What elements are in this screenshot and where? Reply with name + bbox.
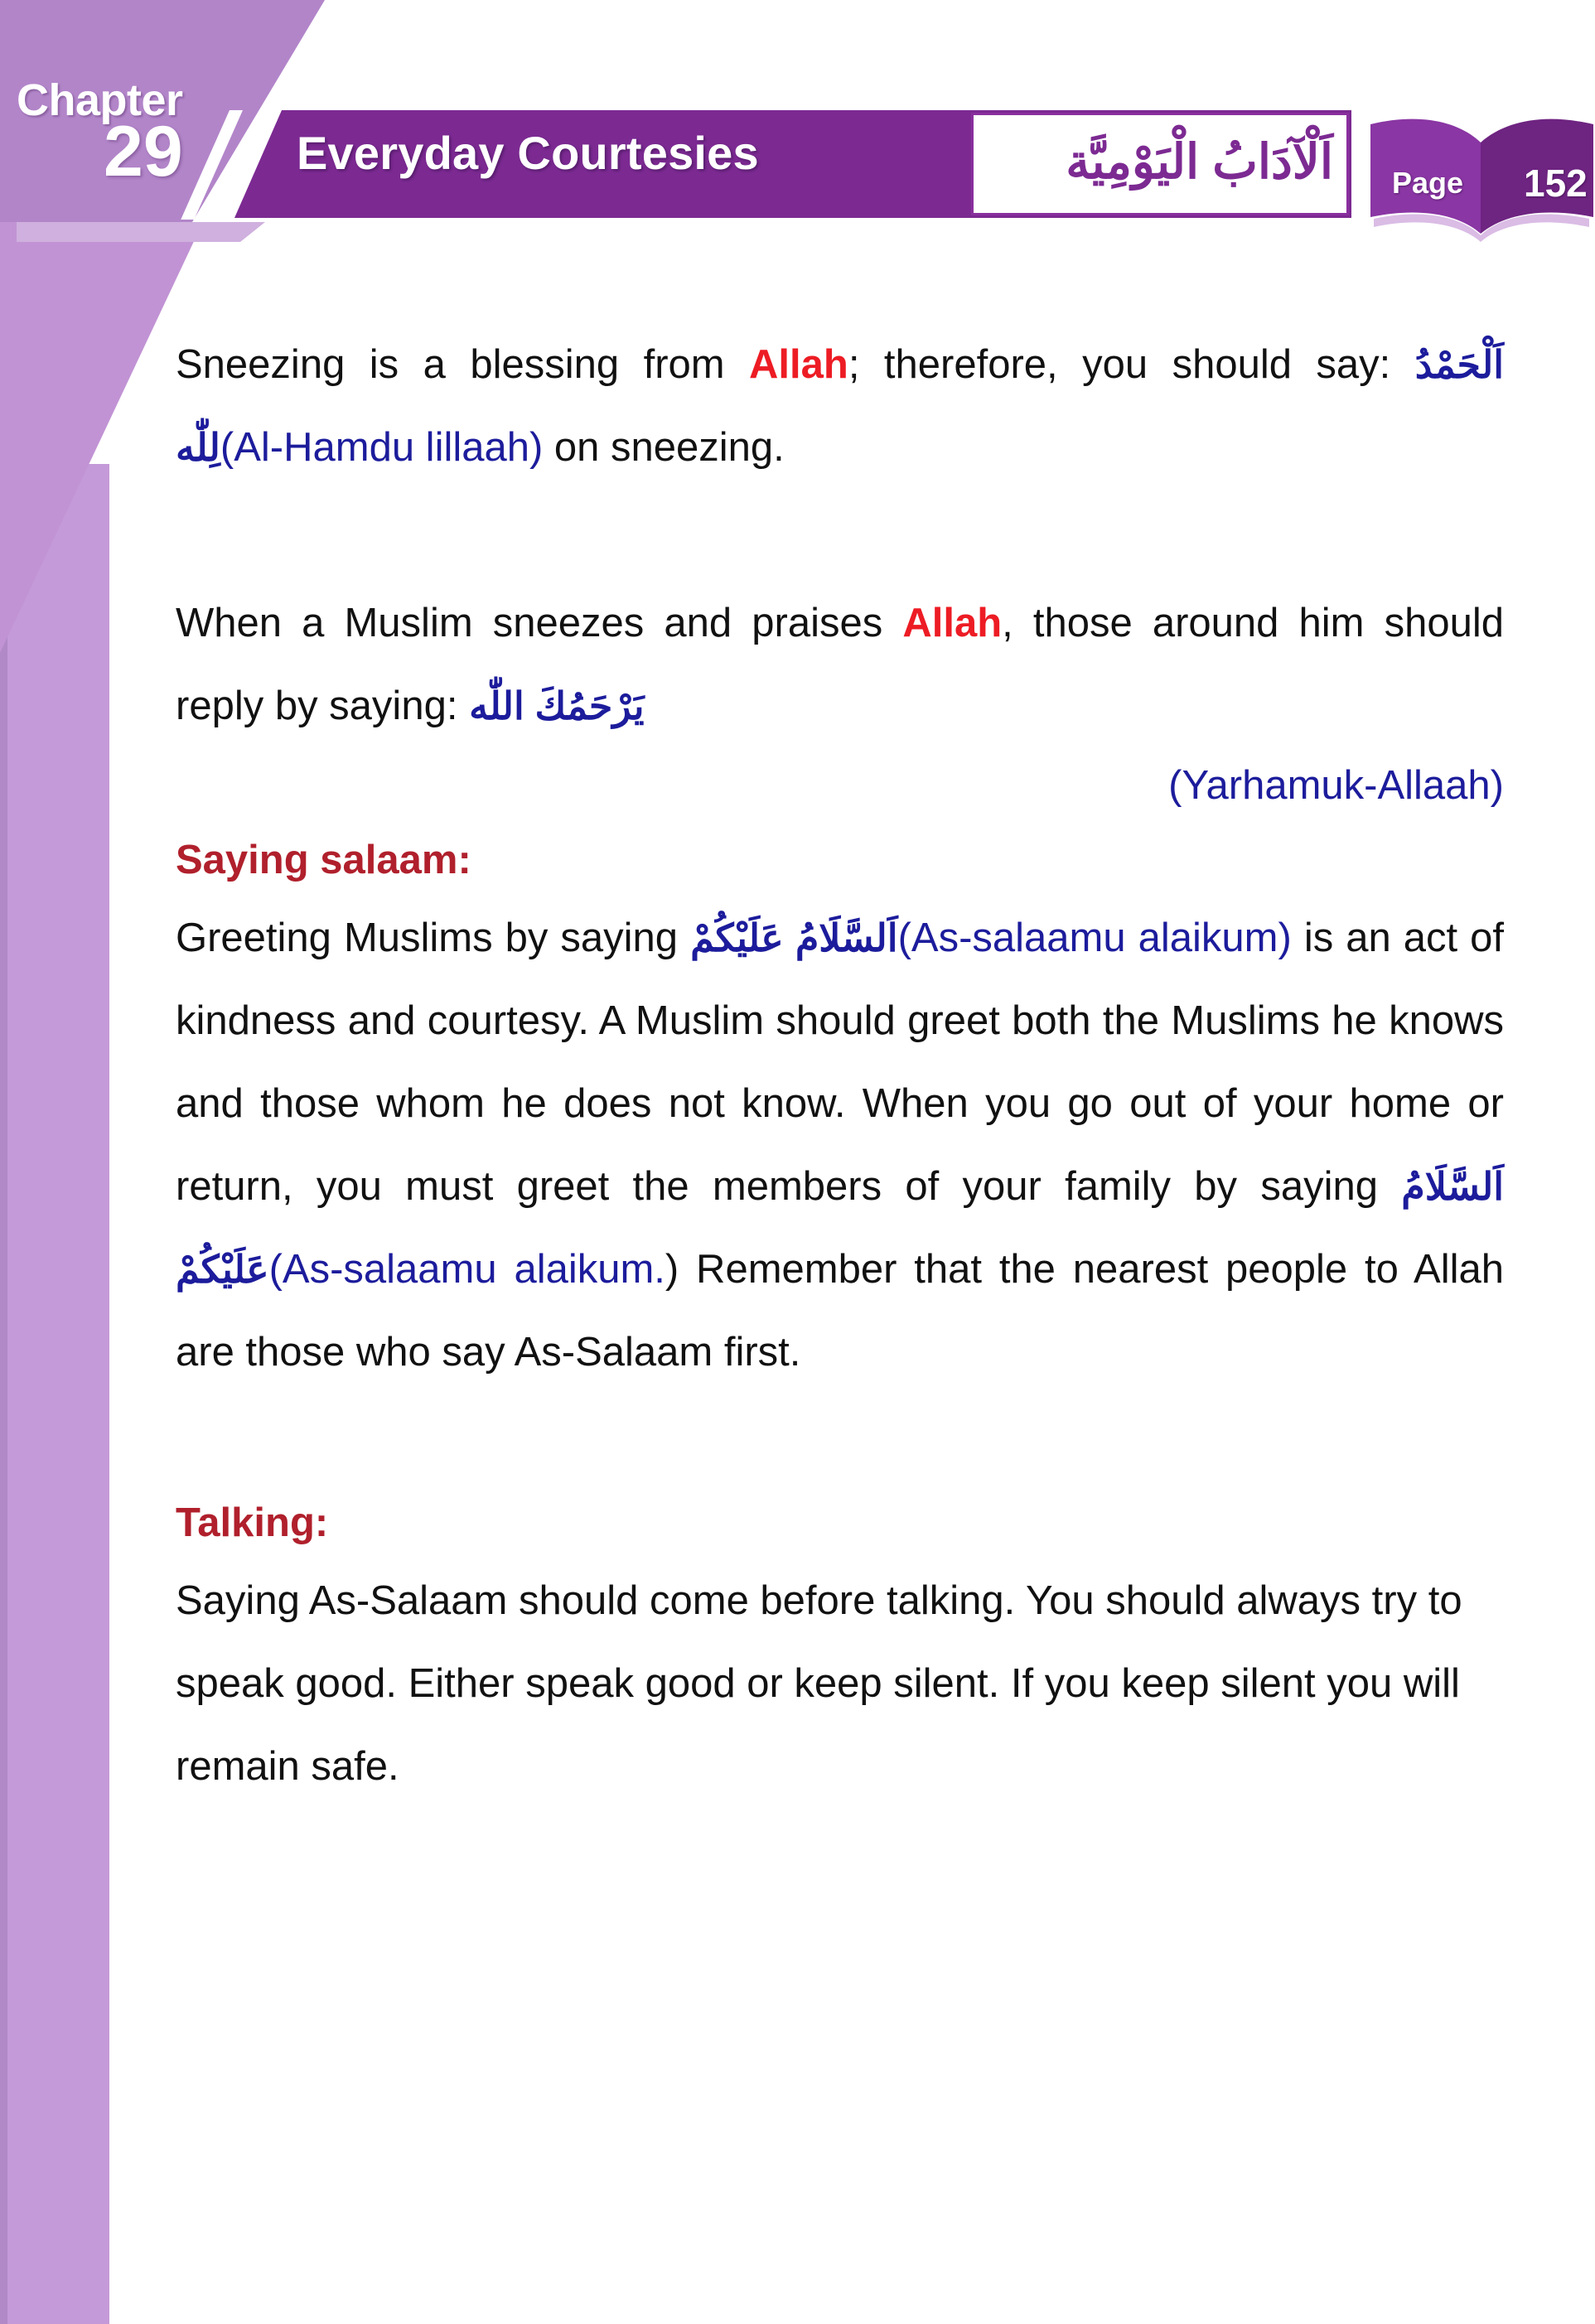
heading-talking: Talking: <box>176 1500 329 1545</box>
paragraph-talking: Saying As-Salaam should come before talking. You should always try to speak good. Either speak good or keep silent. If you keep silent you will remain safe. <box>176 1578 1462 1789</box>
salaam-arabic-2: اَلسَّلَامُ عَلَيْكُمْ <box>176 1165 1504 1291</box>
p1-text-1: Sneezing is a blessing from <box>176 342 750 387</box>
p1-arabic-hamdulillah: اَلْحَمْدُ لِلّٰه <box>176 343 1504 469</box>
chapter-plate-shadow <box>17 222 265 242</box>
page-number-badge <box>1369 109 1595 242</box>
left-sidebar-strip-shadow <box>0 464 7 2324</box>
salaam-text-2: is an act of kindness and courtesy. A Muslim should greet both the Muslims he knows and those whom he does not know. When you go out of your home or return, you must greet the members of your family by saying <box>176 916 1504 1209</box>
paragraph-salaam <box>176 896 1504 1394</box>
p1-text-3: on sneezing. <box>543 425 785 470</box>
page-label: Page <box>1392 166 1464 200</box>
chapter-title-arabic-box <box>971 113 1349 215</box>
p1-transliteration: (Al-Hamdu lillaah) <box>220 425 544 470</box>
p1-text-2: ; therefore, you should say: <box>848 342 1415 387</box>
p1-allah: Allah <box>749 342 848 387</box>
p2-transliteration: (Yarhamuk-Allaah) <box>1168 763 1504 808</box>
salaam-transliteration-1: (As-salaamu alaikum) <box>897 916 1292 960</box>
heading-saying-salaam: Saying salaam: <box>176 838 471 882</box>
p2-allah: Allah <box>902 601 1003 645</box>
chapter-number: 29 <box>104 112 183 191</box>
p2-text-1: When a Muslim sneezes and praises <box>176 601 903 645</box>
paragraph-reply <box>176 582 1504 747</box>
salaam-transliteration-2: (As-salaamu alaikum. <box>268 1247 665 1292</box>
salaam-text-1: Greeting Muslims by saying <box>176 916 691 960</box>
p2-text-2: , those around him should reply by saying: <box>176 601 1504 728</box>
paragraph-gap-1 <box>176 489 1504 582</box>
left-sidebar-strip <box>0 464 109 2324</box>
chapter-title-english: Everyday Courtesies <box>297 127 759 179</box>
page-content <box>176 323 1504 1808</box>
p2-arabic-yarhamukallah: يَرْحَمُكَ اللّٰه <box>469 684 645 727</box>
salaam-arabic-1: اَلسَّلَامُ عَلَيْكُمْ <box>690 916 898 959</box>
chapter-label: Chapter <box>17 75 183 125</box>
page-number: 152 <box>1524 162 1588 205</box>
paragraph-gap-2 <box>176 1394 1504 1486</box>
paragraph-sneezing <box>176 323 1504 489</box>
chapter-title-arabic: اَلْآدَابُ الْيَوْمِيَّة <box>1066 135 1333 189</box>
salaam-text-3: ) Remember that the nearest people to Allah are those who say As-Salaam first. <box>176 1247 1504 1375</box>
